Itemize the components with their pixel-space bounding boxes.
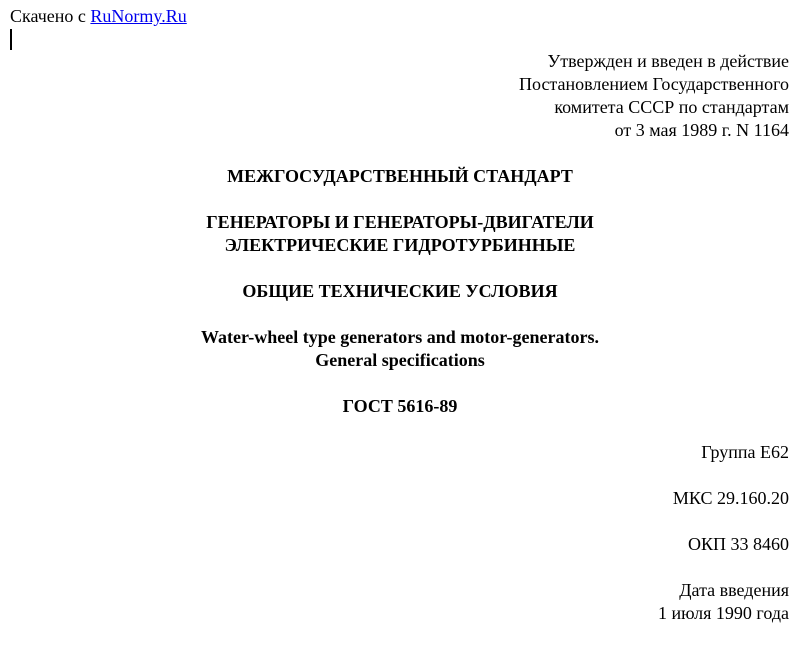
english-title: [0, 326, 796, 372]
english-title-line-1: Water-wheel type generators and motor-generators.: [200, 327, 600, 347]
approval-line-4: от 3 мая 1989 г. N 1164: [614, 120, 789, 140]
document-subtitle-text: ОБЩИЕ ТЕХНИЧЕСКИЕ УСЛОВИЯ: [242, 281, 558, 301]
document-title-line-1: ГЕНЕРАТОРЫ И ГЕНЕРАТОРЫ-ДВИГАТЕЛИ: [206, 212, 594, 232]
introduction-date-value: 1 июля 1990 года: [658, 603, 789, 623]
group-code: [701, 441, 789, 464]
standard-code: [0, 395, 796, 418]
text-cursor: [10, 29, 12, 50]
source-line: [10, 5, 187, 27]
standard-code-text: ГОСТ 5616-89: [342, 396, 458, 416]
document-title: [0, 211, 796, 257]
approval-line-2: Постановлением Государственного: [519, 74, 789, 94]
source-link[interactable]: RuNormy.Ru: [90, 6, 187, 26]
mks-code-text: МКС 29.160.20: [672, 488, 789, 508]
introduction-date: [658, 579, 789, 625]
mks-code: [673, 487, 789, 510]
source-prefix: Скачено с: [10, 6, 91, 26]
group-code-text: Группа Е62: [701, 442, 789, 462]
okp-code-text: ОКП 33 8460: [687, 534, 789, 554]
english-title-line-2: General specifications: [315, 350, 485, 370]
standard-type-text: МЕЖГОСУДАРСТВЕННЫЙ СТАНДАРТ: [227, 166, 573, 186]
approval-line-1: Утвержден и введен в действие: [547, 51, 789, 71]
standard-type: [0, 165, 796, 188]
okp-code: [688, 533, 789, 556]
document-subtitle: [0, 280, 796, 303]
approval-line-3: комитета СССР по стандартам: [554, 97, 789, 117]
approval-block: [519, 50, 789, 142]
document-title-line-2: ЭЛЕКТРИЧЕСКИЕ ГИДРОТУРБИННЫЕ: [224, 235, 576, 255]
introduction-date-label: Дата введения: [679, 580, 789, 600]
